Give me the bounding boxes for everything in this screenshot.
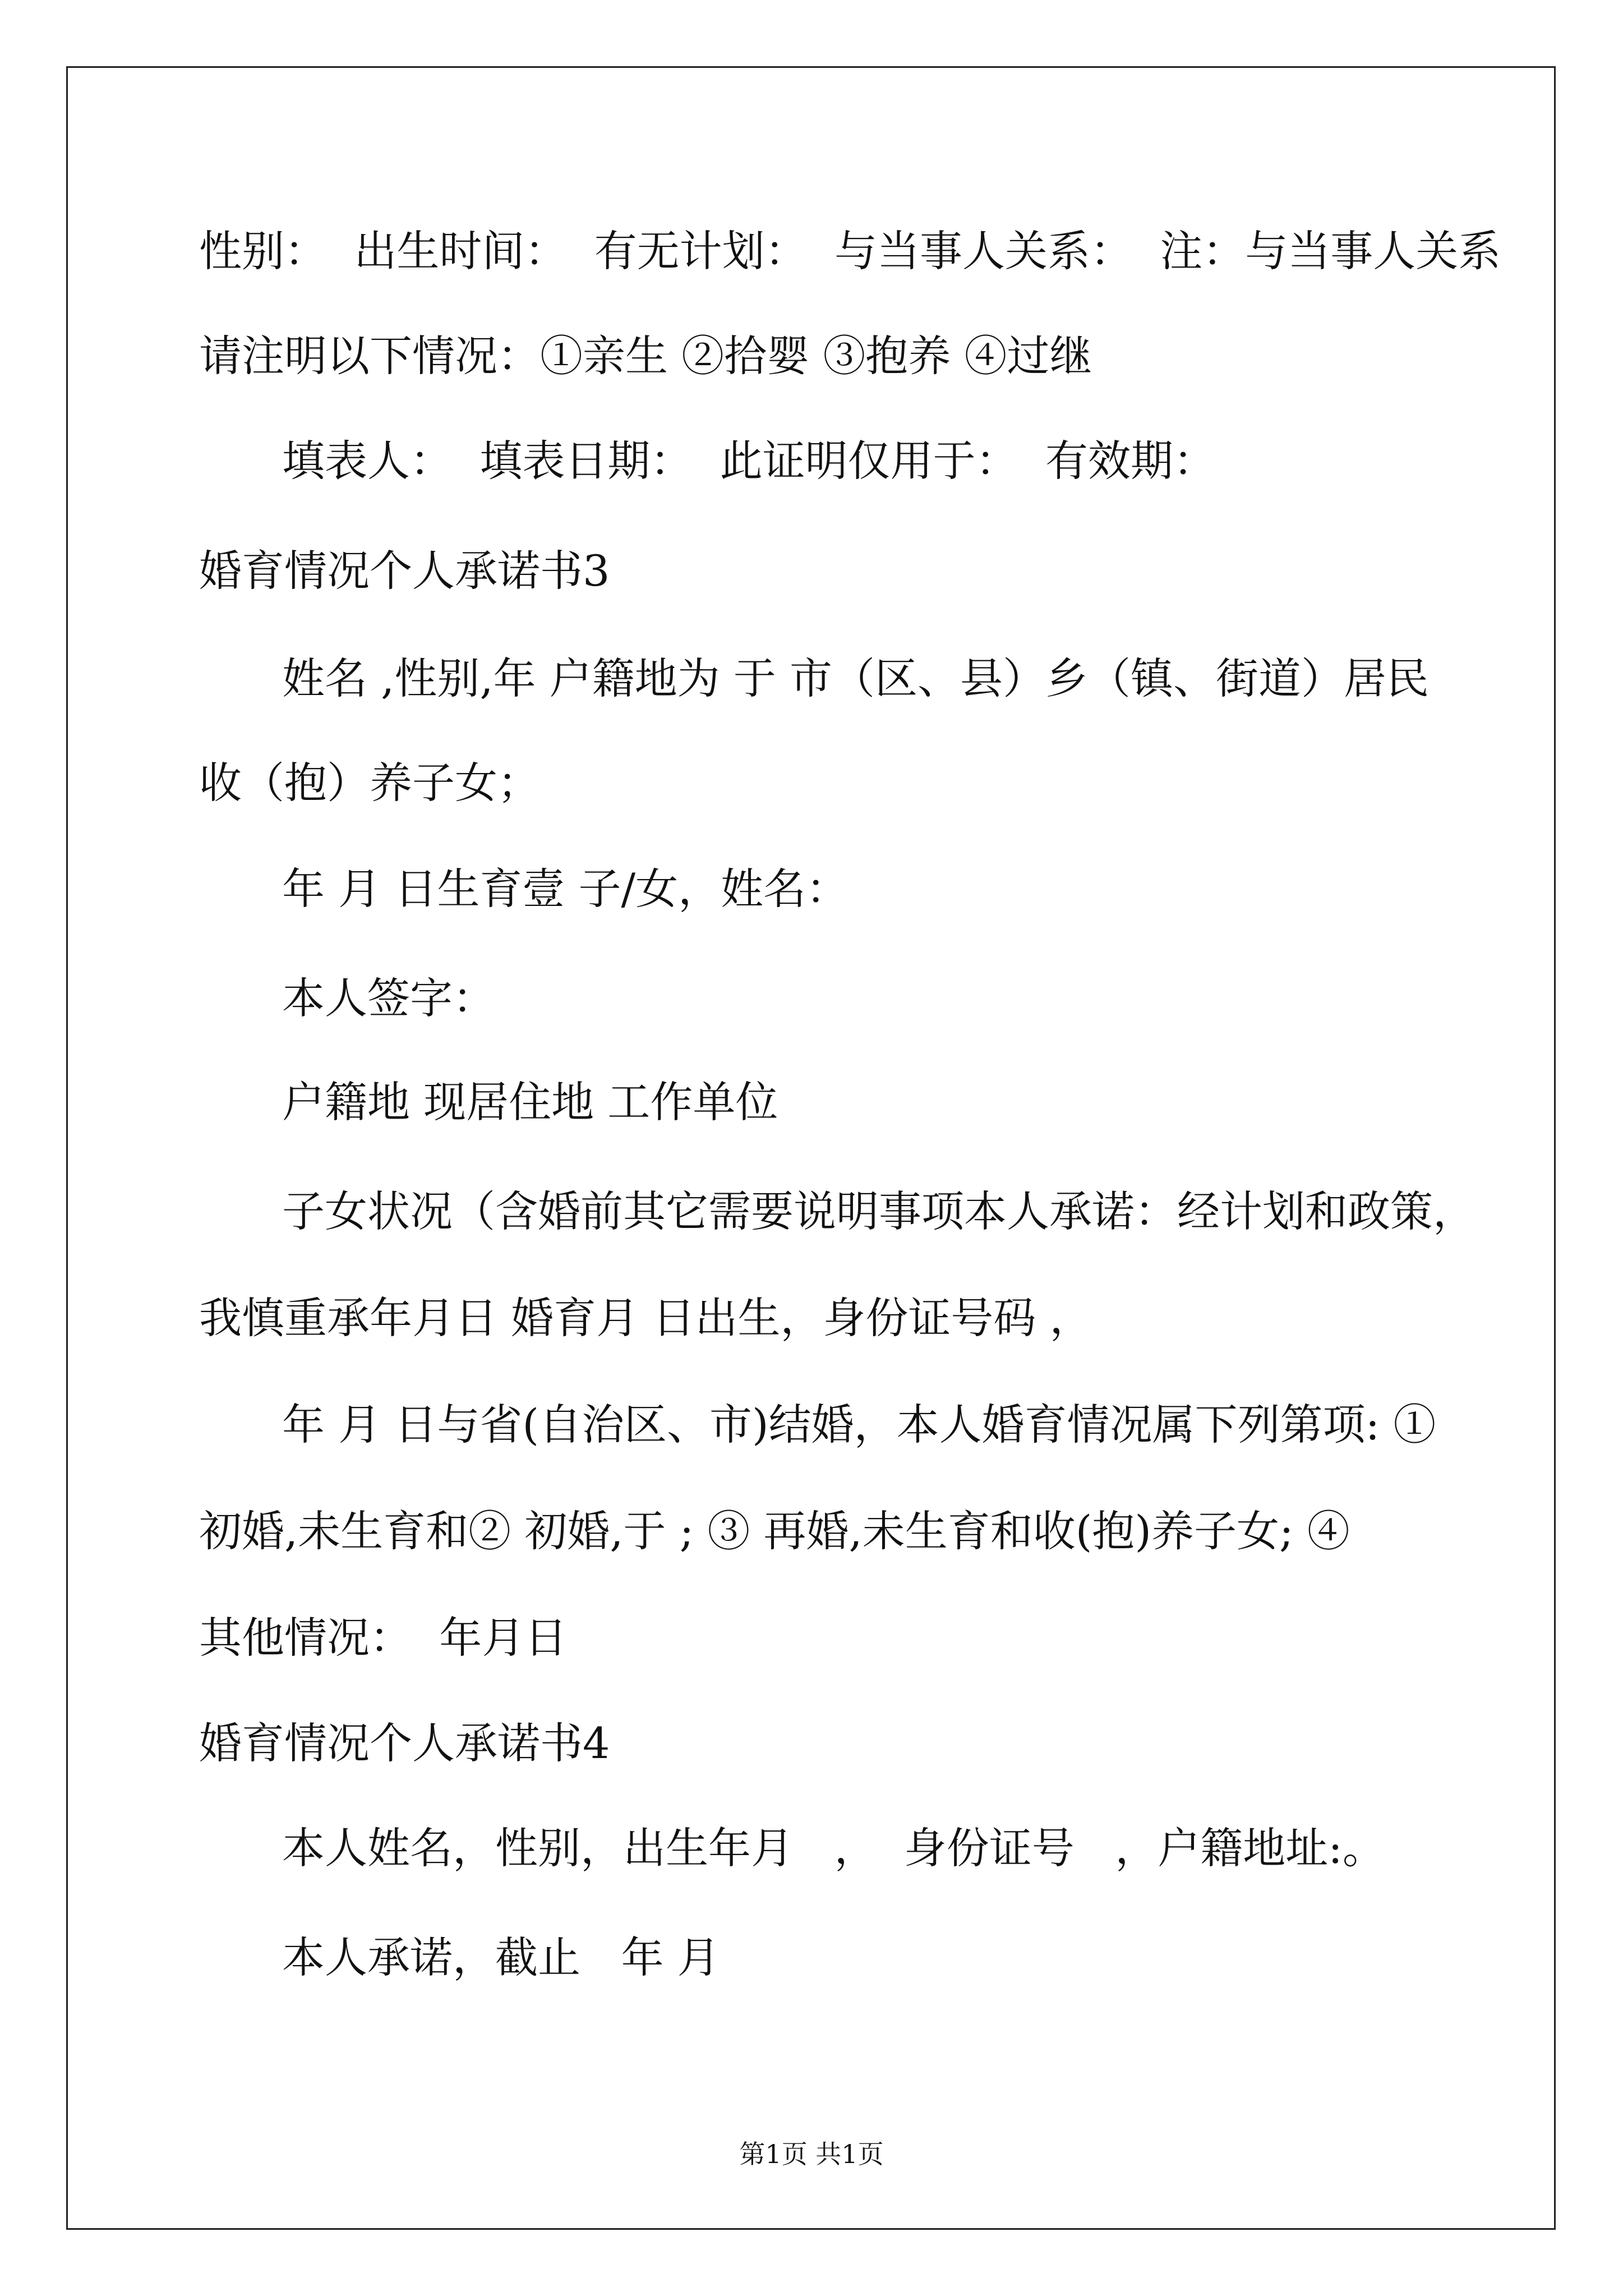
text-line: 收（抱）养子女；: [199, 758, 540, 808]
text-line: 其他情况： 年月日: [199, 1613, 568, 1663]
section-heading: 婚育情况个人承诺书3: [199, 546, 610, 596]
text-line: 性别： 出生时间： 有无计划： 与当事人关系： 注：与当事人关系: [199, 226, 1501, 276]
text-line: 本人承诺，截止 年 月: [282, 1932, 720, 1982]
text-line: 年 月 日与省(自治区、市)结婚，本人婚育情况属下列第项: ①: [282, 1400, 1436, 1450]
section-heading: 婚育情况个人承诺书4: [199, 1718, 610, 1768]
text-line: 填表人： 填表日期： 此证明仅用于： 有效期：: [282, 436, 1216, 486]
text-line: 请注明以下情况：①亲生 ②拾婴 ③抱养 ④过继: [199, 331, 1092, 381]
page-footer: 第1页 共1页: [739, 2139, 884, 2169]
text-line: 初婚,未生育和② 初婚,于 ; ③ 再婚,未生育和收(抱)养子女; ④: [199, 1506, 1350, 1556]
text-line: 本人签字：: [282, 973, 495, 1023]
text-line: 我慎重承年月日 婚育月 日出生，身份证号码 ，: [199, 1293, 1092, 1343]
text-line: 户籍地 现居住地 工作单位: [282, 1077, 778, 1127]
page-border: [66, 66, 1556, 2230]
text-line: 本人姓名，性别，出生年月 ， 身份证号 ，户籍地址:。: [282, 1823, 1385, 1873]
text-line: 年 月 日生育壹 子/女，姓名：: [282, 864, 849, 914]
text-line: 姓名 ,性别,年 户籍地为 于 市（区、县）乡（镇、街道）居民: [282, 654, 1429, 703]
text-line: 子女状况（含婚前其它需要说明事项本人承诺：经计划和政策，: [282, 1186, 1476, 1236]
